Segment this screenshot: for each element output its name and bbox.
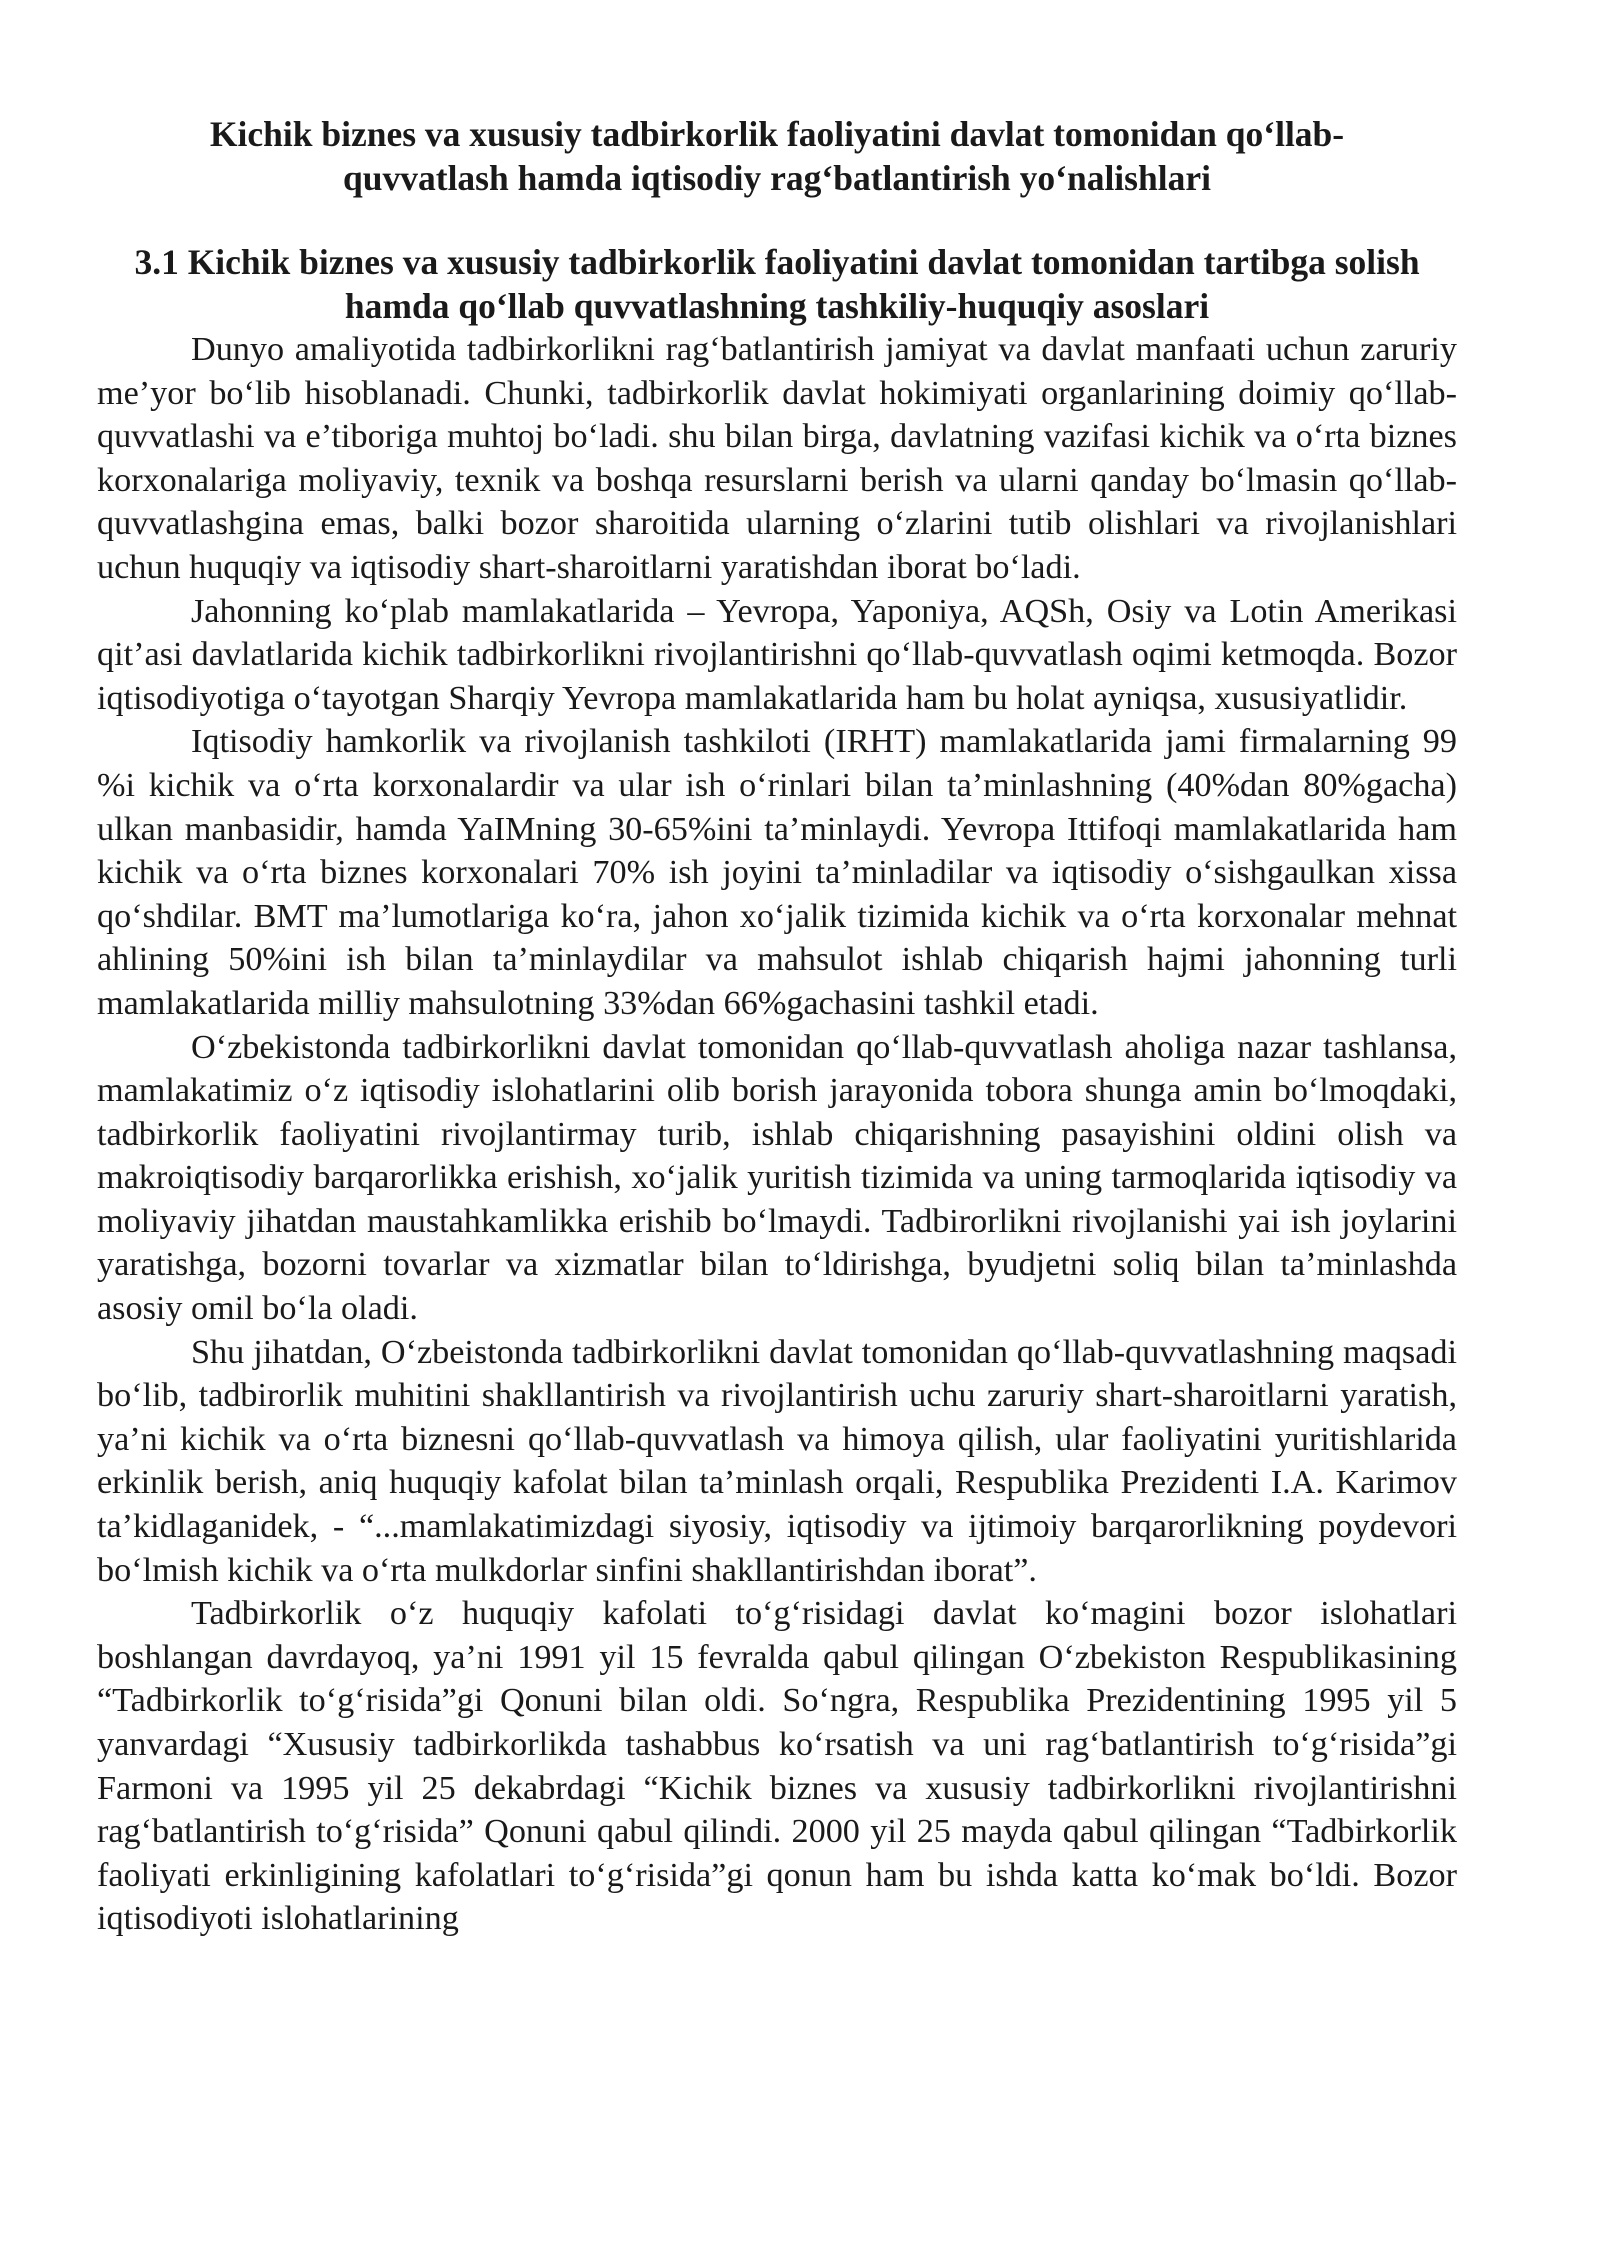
paragraph-4: O‘zbekistonda tadbirkorlikni davlat tomonidan qo‘llab-quvvatlash aholiga nazar tashlansa, mamlakatimiz o‘z iqtisodiy islohatlarini olib borish jarayonida tobora shunga amin bo‘lmoqdaki, tadbirkorlik faoliyatini rivojlantirmay turib, ishlab chiqarishning pasayishini oldini olish va makroiqtisodiy barqarorlikka erishish, xo‘jalik yuritish tizimida va uning tarmoqlarida iqtisodiy va moliyaviy jihatdan maustahkamlikka erishib bo‘lmaydi. Tadbirorlikni rivojlanishi yai ish joylarini yaratishga, bozorni tovarlar va xizmatlar bilan to‘ldirishga, byudjetni soliq bilan ta’minlashda asosiy omil bo‘la oladi.	[97, 1028, 1457, 1328]
section-heading: 3.1 Kichik biznes va xususiy tadbirkorlik faoliyatini davlat tomonidan tartibga solish hamda qo‘llab quvvatlashning tashkiliy-huquqiy asoslari	[134, 242, 1420, 326]
document-page	[97, 112, 1457, 1941]
document-title: Kichik biznes va xususiy tadbirkorlik faoliyatini davlat tomonidan qo‘llab-quvvatlash hamda iqtisodiy rag‘batlantirish yo‘nalishlari	[209, 114, 1345, 198]
paragraph-5: Shu jihatdan, O‘zbeistonda tadbirkorlikni davlat tomonidan qo‘llab-quvvatlashning maqsadi bo‘lib, tadbirorlik muhitini shakllantirish va rivojlantirish uchu zaruriy shart-sharoitlarni yaratish, ya’ni kichik va o‘rta biznesni qo‘llab-quvvatlash va himoya qilish, ular faoliyatini yuritishlarida erkinlik berish, aniq huquqiy kafolat bilan ta’minlash orqali, Respublika Prezidenti I.A. Karimov ta’kidlaganidek, - “...mamlakatimizdagi siyosiy, iqtisodiy va ijtimoiy barqarorlikning poydevori bo‘lmish kichik va o‘rta mulkdorlar sinfini shakllantirishdan iborat”.	[97, 1333, 1457, 1589]
paragraph-6: Tadbirkorlik o‘z huquqiy kafolati to‘g‘risidagi davlat ko‘magini bozor islohatlari boshlangan davrdayoq, ya’ni 1991 yil 15 fevralda qabul qilingan O‘zbekiston Respublikasining “Tadbirkorlik to‘g‘risida”gi Qonuni bilan oldi. So‘ngra, Respublika Prezidentining 1995 yil 5 yanvardagi “Xususiy tadbirkorlikda tashabbus ko‘rsatish va uni rag‘batlantirish to‘g‘risida”gi Farmoni va 1995 yil 25 dekabrdagi “Kichik biznes va xususiy tadbirkorlikni rivojlantirishni rag‘batlantirish to‘g‘risida” Qonuni qabul qilindi. 2000 yil 25 mayda qabul qilingan “Tadbirkorlik faoliyati erkinligining kafolatlari to‘g‘risida”gi qonun ham bu ishda katta ko‘mak bo‘ldi. Bozor iqtisodiyoti islohatlarining	[97, 1595, 1457, 1938]
paragraph-1: Dunyo amaliyotida tadbirkorlikni rag‘batlantirish jamiyat va davlat manfaati uchun zaruriy me’yor bo‘lib hisoblanadi. Chunki, tadbirkorlik davlat hokimiyati organlarining doimiy qo‘llab-quvvatlashi va e’tiboriga muhtoj bo‘ladi. shu bilan birga, davlatning vazifasi kichik va o‘rta biznes korxonalariga moliyaviy, texnik va boshqa resurslarni berish va ularni qanday bo‘lmasin qo‘llab-quvvatlashgina emas, balki bozor sharoitida ularning o‘zlarini tutib olishlari va rivojlanishlari uchun huquqiy va iqtisodiy shart-sharoitlarni yaratishdan iborat bo‘ladi.	[97, 331, 1457, 586]
paragraph-3: Iqtisodiy hamkorlik va rivojlanish tashkiloti (IRHT) mamlakatlarida jami firmalarning 99 %i kichik va o‘rta korxonalardir va ular ish o‘rinlari bilan ta’minlashning (40%dan 80%gacha) ulkan manbasidir, hamda YaIMning 30-65%ini ta’minlaydi. Yevropa Ittifoqi mamlakatlarida ham kichik va o‘rta biznes korxonalari 70% ish joyini ta’minladilar va iqtisodiy o‘sishgaulkan xissa qo‘shdilar. BMT ma’lumotlariga ko‘ra, jahon xo‘jalik tizimida kichik va o‘rta korxonalar mehnat ahlining 50%ini ish bilan ta’minlaydilar va mahsulot ishlab chiqarish hajmi jahonning turli mamlakatlarida milliy mahsulotning 33%dan 66%gachasini tashkil etadi.	[97, 723, 1457, 1022]
paragraph-2: Jahonning ko‘plab mamlakatlarida – Yevropa, Yaponiya, AQSh, Osiy va Lotin Amerikasi qit’asi davlatlarida kichik tadbirkorlikni rivojlantirishni qo‘llab-quvvatlash oqimi ketmoqda. Bozor iqtisodiyotiga o‘tayotgan Sharqiy Yevropa mamlakatlarida ham bu holat ayniqsa, xususiyatlidir.	[97, 592, 1457, 717]
